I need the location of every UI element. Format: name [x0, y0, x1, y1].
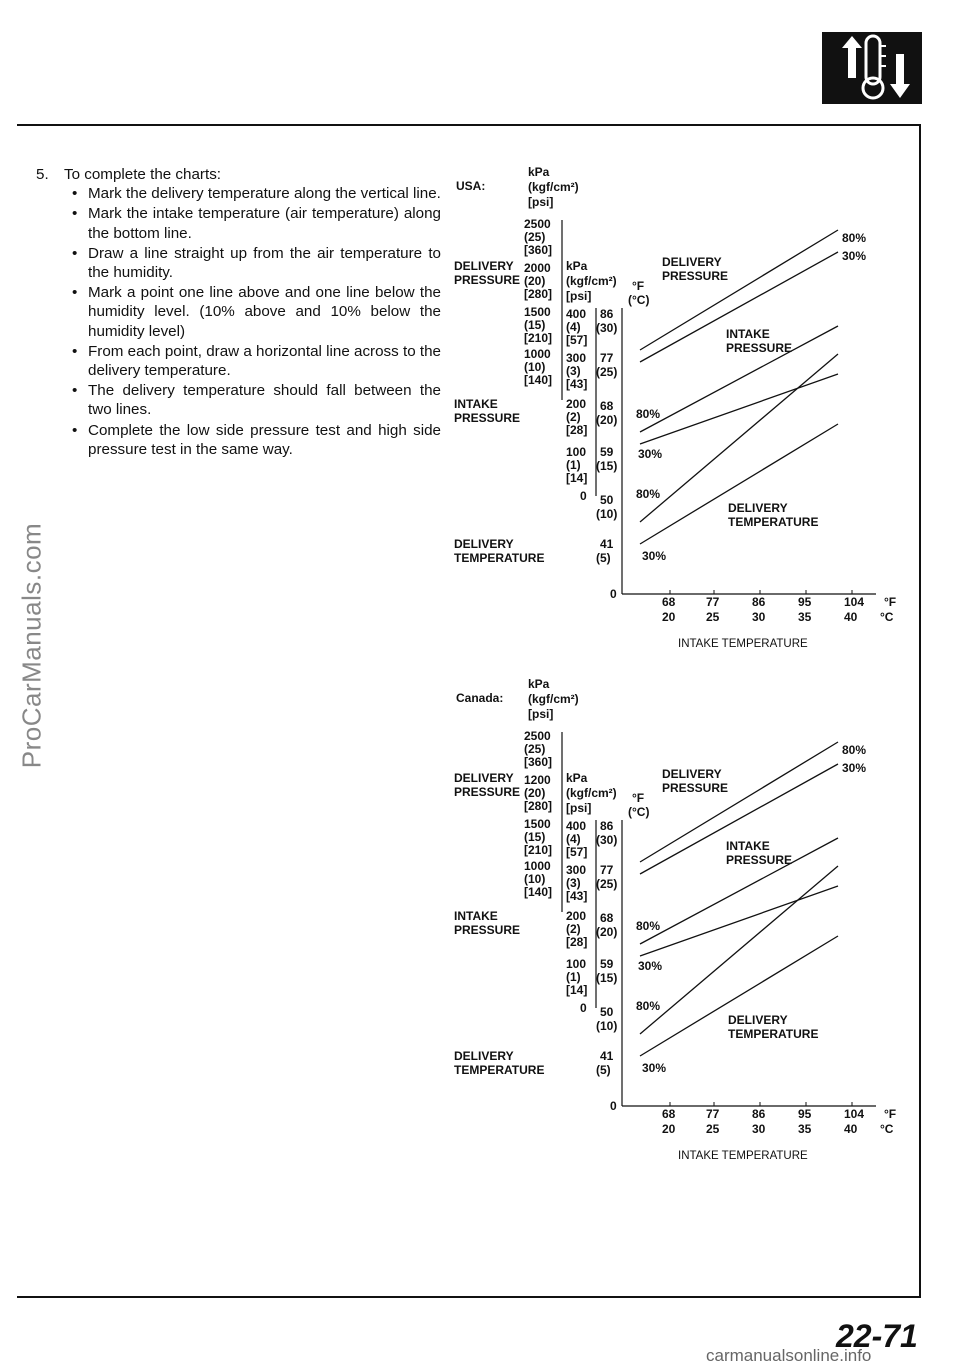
- ip-name-label: PRESSURE: [726, 341, 793, 355]
- pressure-unit-psi: [psi]: [528, 707, 554, 721]
- intake-pressure-label: PRESSURE: [454, 411, 521, 425]
- intake-pressure-line-30: [640, 374, 838, 444]
- ip-tick-kgf: (2): [566, 922, 581, 936]
- ip-unit-psi: [psi]: [566, 289, 592, 303]
- delivery-pressure-label: DELIVERY: [454, 259, 514, 273]
- temp-tick-c: (5): [596, 1063, 611, 1077]
- dt-name-label: DELIVERY: [728, 501, 788, 515]
- x-tick-f: 86: [752, 595, 766, 609]
- dp-tick-psi: [360]: [524, 755, 553, 769]
- ip-30-label: 30%: [638, 447, 663, 461]
- ip-unit-kgf: (kgf/cm²): [566, 786, 617, 800]
- ip-name-label: INTAKE: [726, 839, 770, 853]
- temp-tick-f: 77: [600, 351, 614, 365]
- x-tick-c: 20: [662, 1122, 676, 1136]
- ip-tick-kpa: 200: [566, 397, 587, 411]
- dt-30-label: 30%: [642, 1061, 667, 1075]
- x-tick-f: 95: [798, 595, 812, 609]
- ip-tick-psi: [57]: [566, 845, 588, 859]
- dp-name-label: PRESSURE: [662, 269, 729, 283]
- step-bullet: • From each point, draw a horizontal line across to the delivery temperature.: [36, 342, 441, 380]
- x-tick-c: 25: [706, 1122, 720, 1136]
- dp-tick-kpa: 1500: [524, 817, 551, 831]
- dt-30-label: 30%: [642, 549, 667, 563]
- step-bullet-list: [36, 184, 441, 459]
- temp-unit-f: °F: [632, 279, 645, 293]
- intake-pressure-label: PRESSURE: [454, 923, 521, 937]
- ip-unit-psi: [psi]: [566, 801, 592, 815]
- intake-pressure-line-30: [640, 886, 838, 956]
- temp-tick-c: (10): [596, 507, 618, 521]
- x-tick-c: 25: [706, 610, 720, 624]
- intake-pressure-label: INTAKE: [454, 397, 498, 411]
- temp-tick-c: (30): [596, 321, 618, 335]
- section-icon-temperature: [822, 32, 922, 104]
- step-number: 5.: [36, 166, 49, 183]
- step-intro: To complete the charts:: [64, 166, 222, 183]
- ip-tick-kpa: 100: [566, 445, 587, 459]
- dp-tick-psi: [210]: [524, 843, 553, 857]
- dt-name-label: TEMPERATURE: [728, 515, 819, 529]
- x-tick-f: 68: [662, 1107, 676, 1121]
- dp-tick-psi: [280]: [524, 799, 553, 813]
- pressure-unit-kpa: kPa: [528, 677, 550, 691]
- pressure-unit-psi: [psi]: [528, 195, 554, 209]
- temp-tick-c: (20): [596, 925, 618, 939]
- ip-tick-kgf: (3): [566, 876, 581, 890]
- ip-name-label: INTAKE: [726, 327, 770, 341]
- x-tick-c: 35: [798, 1122, 812, 1136]
- dp-name-label: DELIVERY: [662, 767, 722, 781]
- x-tick-f: 86: [752, 1107, 766, 1121]
- pressure-unit-kgf: (kgf/cm²): [528, 692, 579, 706]
- dp-tick-kgf: (20): [524, 274, 546, 288]
- dp-tick-kpa: 2000: [524, 261, 551, 275]
- ip-unit-kgf: (kgf/cm²): [566, 274, 617, 288]
- step-bullet: • Complete the low side pressure test and high side pressure test in the same way.: [36, 421, 441, 459]
- dp-tick-kgf: (15): [524, 830, 546, 844]
- delivery-pressure-label: PRESSURE: [454, 785, 521, 799]
- temp-unit-f: °F: [632, 791, 645, 805]
- temp-unit-c: (°C): [628, 293, 650, 307]
- x-tick-c: 35: [798, 610, 812, 624]
- instruction-step: [36, 165, 441, 460]
- x-tick-c: 30: [752, 1122, 766, 1136]
- dt-80-label: 80%: [636, 487, 661, 501]
- temp-unit-c: (°C): [628, 805, 650, 819]
- footer-site: carmanualsonline.info: [706, 1346, 872, 1365]
- temp-tick-c: (15): [596, 971, 618, 985]
- temp-tick-c: (10): [596, 1019, 618, 1033]
- ip-tick-psi: [14]: [566, 471, 588, 485]
- dp-tick-kpa: 1000: [524, 347, 551, 361]
- x-tick-c: 30: [752, 610, 766, 624]
- temp-tick-c: (25): [596, 365, 618, 379]
- ip-tick-kgf: (4): [566, 832, 581, 846]
- ip-unit-kpa: kPa: [566, 771, 588, 785]
- dp-tick-psi: [140]: [524, 885, 553, 899]
- ip-tick-psi: [43]: [566, 889, 588, 903]
- dp-tick-kgf: (25): [524, 230, 546, 244]
- temp-tick-f: 68: [600, 911, 614, 925]
- step-bullet: • Mark the delivery temperature along the vertical line.: [36, 184, 441, 203]
- ip-tick-kpa: 400: [566, 819, 587, 833]
- x-tick-f: 68: [662, 595, 676, 609]
- ip-tick-psi: [57]: [566, 333, 588, 347]
- temp-tick-f: 86: [600, 307, 614, 321]
- delivery-temp-label: DELIVERY: [454, 1049, 514, 1063]
- x-axis-label: INTAKE TEMPERATURE: [678, 638, 808, 650]
- pressure-unit-kpa: kPa: [528, 165, 550, 179]
- dp-tick-kgf: (20): [524, 786, 546, 800]
- step-bullet: • Mark the intake temperature (air temperature) along the bottom line.: [36, 204, 441, 242]
- dt-name-label: TEMPERATURE: [728, 1027, 819, 1041]
- temp-tick-f: 50: [600, 1005, 614, 1019]
- temp-tick-f: 59: [600, 957, 614, 971]
- x-tick-c: 20: [662, 610, 676, 624]
- temp-tick-f: 50: [600, 493, 614, 507]
- ip-tick-psi: [43]: [566, 377, 588, 391]
- delivery-pressure-label: DELIVERY: [454, 771, 514, 785]
- ip-tick-kgf: (2): [566, 410, 581, 424]
- ip-tick-psi: [28]: [566, 935, 588, 949]
- x-tick-f: 77: [706, 595, 720, 609]
- region-label: USA:: [456, 179, 486, 193]
- x-tick-f: 104: [844, 595, 865, 609]
- ip-tick-kpa: 100: [566, 957, 587, 971]
- ip-tick-kpa: 300: [566, 351, 587, 365]
- x-tick-f: 95: [798, 1107, 812, 1121]
- step-heading: [36, 165, 441, 184]
- x-tick-c: 40: [844, 610, 858, 624]
- temp-tick-c: (5): [596, 551, 611, 565]
- dp-name-label: PRESSURE: [662, 781, 729, 795]
- ip-tick-kpa: 300: [566, 863, 587, 877]
- delivery-temp-label: TEMPERATURE: [454, 1063, 545, 1077]
- dp-tick-psi: [360]: [524, 243, 553, 257]
- pressure-unit-kgf: (kgf/cm²): [528, 180, 579, 194]
- x-tick-c: 40: [844, 1122, 858, 1136]
- ip-tick-kpa: 200: [566, 909, 587, 923]
- origin-label: 0: [610, 1099, 617, 1113]
- performance-chart-canada: [440, 672, 920, 1172]
- dp-tick-kpa: 1200: [524, 773, 551, 787]
- dp-30-label: 30%: [842, 761, 867, 775]
- performance-chart-usa: [440, 160, 920, 660]
- step-bullet: • Draw a line straight up from the air temperature to the humidity.: [36, 244, 441, 282]
- temp-tick-f: 77: [600, 863, 614, 877]
- temp-tick-f: 59: [600, 445, 614, 459]
- thermometer-arrows-icon: [822, 32, 922, 104]
- delivery-temp-label: DELIVERY: [454, 537, 514, 551]
- temp-tick-f: 41: [600, 537, 614, 551]
- dp-30-label: 30%: [842, 249, 867, 263]
- dp-name-label: DELIVERY: [662, 255, 722, 269]
- page-number: 22-71: [836, 1318, 918, 1354]
- temp-tick-c: (15): [596, 459, 618, 473]
- ip-30-label: 30%: [638, 959, 663, 973]
- dp-tick-kpa: 2500: [524, 729, 551, 743]
- ip-tick-kgf: (1): [566, 458, 581, 472]
- delivery-pressure-label: PRESSURE: [454, 273, 521, 287]
- temp-tick-c: (20): [596, 413, 618, 427]
- temp-tick-f: 68: [600, 399, 614, 413]
- watermark: ProCarManuals.com: [16, 522, 47, 769]
- ip-tick-psi: [14]: [566, 983, 588, 997]
- temp-tick-f: 41: [600, 1049, 614, 1063]
- temp-tick-f: 86: [600, 819, 614, 833]
- dp-tick-kgf: (25): [524, 742, 546, 756]
- x-unit-f: °F: [884, 595, 897, 609]
- ip-tick-kgf: (3): [566, 364, 581, 378]
- dp-tick-psi: [280]: [524, 287, 553, 301]
- ip-tick-kgf: (1): [566, 970, 581, 984]
- ip-tick-kgf: (4): [566, 320, 581, 334]
- dp-tick-psi: [140]: [524, 373, 553, 387]
- dp-80-label: 80%: [842, 231, 867, 245]
- dp-tick-kpa: 1500: [524, 305, 551, 319]
- dp-tick-kgf: (15): [524, 318, 546, 332]
- dt-80-label: 80%: [636, 999, 661, 1013]
- dp-tick-kgf: (10): [524, 872, 546, 886]
- x-tick-f: 77: [706, 1107, 720, 1121]
- dp-tick-psi: [210]: [524, 331, 553, 345]
- x-tick-f: 104: [844, 1107, 865, 1121]
- delivery-temp-label: TEMPERATURE: [454, 551, 545, 565]
- temp-tick-c: (25): [596, 877, 618, 891]
- ip-tick-kpa: 0: [580, 1001, 587, 1015]
- x-axis-label: INTAKE TEMPERATURE: [678, 1150, 808, 1162]
- step-bullet: • The delivery temperature should fall between the two lines.: [36, 381, 441, 419]
- ip-unit-kpa: kPa: [566, 259, 588, 273]
- x-unit-c: °C: [880, 610, 894, 624]
- temp-tick-c: (30): [596, 833, 618, 847]
- origin-label: 0: [610, 587, 617, 601]
- x-unit-f: °F: [884, 1107, 897, 1121]
- ip-tick-psi: [28]: [566, 423, 588, 437]
- ip-80-label: 80%: [636, 407, 661, 421]
- region-label: Canada:: [456, 691, 504, 705]
- ip-name-label: PRESSURE: [726, 853, 793, 867]
- ip-tick-kpa: 400: [566, 307, 587, 321]
- ip-80-label: 80%: [636, 919, 661, 933]
- dp-tick-kpa: 2500: [524, 217, 551, 231]
- step-bullet: • Mark a point one line above and one line below the humidity level. (10% above and 10% below the humidity level): [36, 283, 441, 341]
- dp-tick-kgf: (10): [524, 360, 546, 374]
- dp-80-label: 80%: [842, 743, 867, 757]
- intake-pressure-label: INTAKE: [454, 909, 498, 923]
- dt-name-label: DELIVERY: [728, 1013, 788, 1027]
- x-unit-c: °C: [880, 1122, 894, 1136]
- dp-tick-kpa: 1000: [524, 859, 551, 873]
- ip-tick-kpa: 0: [580, 489, 587, 503]
